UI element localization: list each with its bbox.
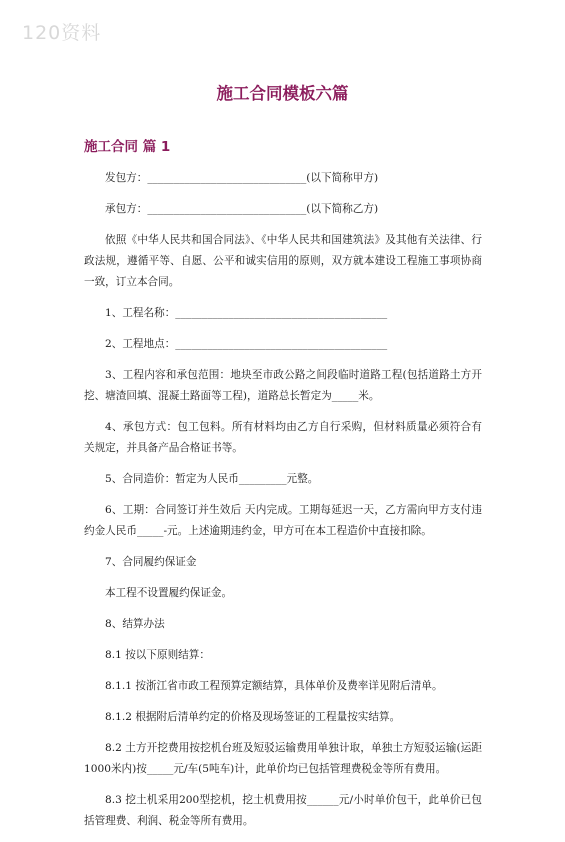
scope-paragraph: 3、工程内容和承包范围：地块至市政公路之间段临时道路工程(包括道路土方开挖、塘渣回填、混凝土路面等工程)，道路总长暂定为_____米。	[84, 369, 482, 402]
project-name-line: 1、工程名称：________________________________________	[105, 307, 388, 319]
project-location-line: 2、工程地点：________________________________________	[105, 338, 388, 350]
watermark-logo: 120资料	[22, 22, 102, 44]
schedule-paragraph: 6、工期：合同签订并生效后 天内完成。工期每延迟一天，乙方需向甲方支付违约金人民币_____-元。上述逾期违约金，甲方可在本工程造价中直接扣除。	[84, 504, 482, 537]
settlement-principle: 8.1 按以下原则结算：	[105, 649, 210, 661]
settlement-clause-82: 8.2 土方开挖费用按挖机台班及短驳运输费用单独计取，单独土方短驳运输(运距1000米内)按_____元/车(5吨车)计，此单价均已包括管理费税金等所有费用。	[84, 742, 482, 775]
settlement-clause-811: 8.1.1 按浙江省市政工程预算定额结算，具体单价及费率详见附后清单。	[105, 680, 443, 692]
preamble-paragraph: 依照《中华人民共和国合同法》、《中华人民共和国建筑法》及其他有关法律、行政法规，遵循平等、自愿、公平和诚实信用的原则，双方就本建设工程施工事项协商一致，订立本合同。	[84, 234, 482, 288]
document-title: 施工合同模板六篇	[216, 84, 349, 103]
section-heading: 施工合同 篇 1	[84, 139, 171, 155]
performance-bond-text: 本工程不设置履约保证金。	[105, 587, 233, 599]
performance-bond-heading: 7、合同履约保证金	[105, 556, 197, 568]
settlement-clause-812: 8.1.2 根据附后清单约定的价格及现场签证的工程量按实结算。	[105, 711, 401, 723]
settlement-heading: 8、结算办法	[105, 618, 165, 630]
contractor-line: 承包方：______________________________(以下简称乙方)	[105, 203, 379, 215]
contract-body	[84, 168, 482, 842]
employer-line: 发包方：______________________________(以下简称甲方)	[105, 172, 379, 184]
settlement-clause-83: 8.3 挖土机采用200型挖机，挖土机费用按______元/小时单价包干，此单价已包括管理费、利润、税金等所有费用。	[84, 794, 482, 827]
contract-price-line: 5、合同造价：暂定为人民币_________元整。	[105, 473, 319, 485]
contract-method-paragraph: 4、承包方式：包工包料。所有材料均由乙方自行采购，但材料质量必须符合有关规定，并具备产品合格证书等。	[84, 421, 482, 454]
